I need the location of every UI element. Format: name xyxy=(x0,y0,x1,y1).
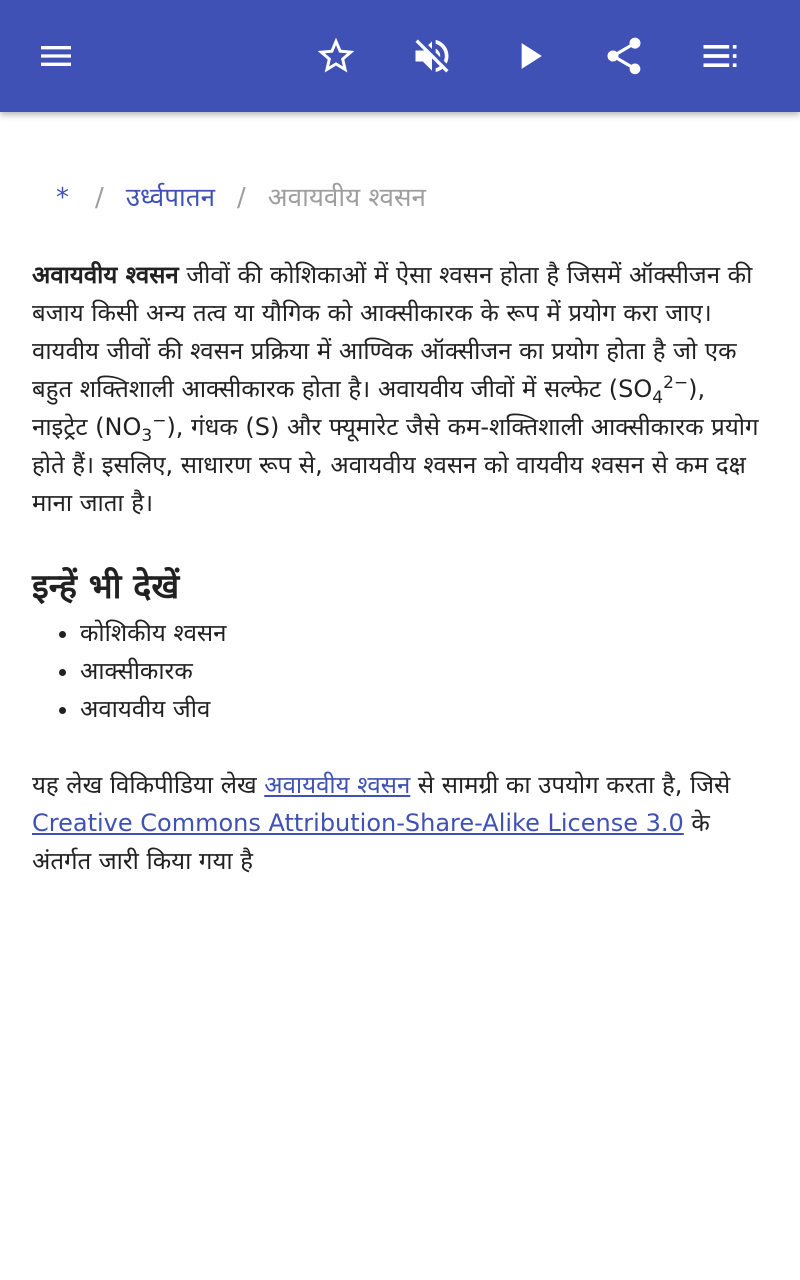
breadcrumb-current: अवायवीय श्वसन xyxy=(267,183,426,213)
menu-button[interactable] xyxy=(24,24,88,88)
see-also-heading: इन्हें भी देखें xyxy=(32,567,180,607)
paragraph-text-2: ), नाइट्रेट (NO xyxy=(32,375,706,441)
attribution-suffix: के अंतर्गत जारी किया गया है xyxy=(32,809,710,875)
breadcrumb xyxy=(52,178,426,218)
breadcrumb-parent[interactable]: उर्ध्वपातन xyxy=(125,183,215,213)
volume-off-icon xyxy=(410,34,454,78)
nitrate-subscript: 3 xyxy=(141,425,153,446)
play-button[interactable] xyxy=(497,24,561,88)
article-paragraph xyxy=(32,256,768,522)
attribution-middle: से सामग्री का उपयोग करता है, जिसे xyxy=(410,771,731,799)
play-icon xyxy=(507,34,551,78)
menu-icon xyxy=(36,36,76,76)
attribution-prefix: यह लेख विकिपीडिया लेख xyxy=(32,771,265,799)
nitrate-superscript: − xyxy=(152,411,167,431)
mute-button[interactable] xyxy=(400,24,464,88)
paragraph-text-3: ), गंधक (S) और फ्यूमारेट जैसे कम-शक्तिशाली आक्सीकारक प्रयोग होते हैं। इसलिए, साधारण रूप से, अवायवीय श्वसन को वायवीय श्वसन से कम दक्ष माना जाता है। xyxy=(32,413,759,517)
see-also-item[interactable]: • अवायवीय जीव xyxy=(80,690,768,728)
paragraph-text-1: जीवों की कोशिकाओं में ऐसा श्वसन होता है जिसमें ऑक्सीजन की बजाय किसी अन्य तत्व या यौगिक को आक्सीकारक के रूप में प्रयोग करा जाए। वायवीय जीवों की श्वसन प्रक्रिया में आण्विक ऑक्सीजन का प्रयोग होता है जो एक बहुत शक्तिशाली आक्सीकारक होता है। अवायवीय जीवों में सल्फेट (SO xyxy=(32,261,753,403)
playlist-icon xyxy=(698,34,742,78)
wikipedia-article-link[interactable]: अवायवीय श्वसन xyxy=(264,771,411,799)
breadcrumb-separator: / xyxy=(95,183,104,213)
see-also-item[interactable]: • आक्सीकारक xyxy=(80,652,768,690)
share-button[interactable] xyxy=(592,24,656,88)
sulfate-superscript: 2− xyxy=(663,373,689,393)
favorite-button[interactable] xyxy=(304,24,368,88)
attribution-text xyxy=(32,766,768,880)
contents-button[interactable] xyxy=(688,24,752,88)
article-term: अवायवीय श्वसन xyxy=(32,261,179,289)
article-body xyxy=(32,256,768,880)
breadcrumb-home[interactable]: * xyxy=(56,183,69,213)
sulfate-subscript: 4 xyxy=(652,387,664,408)
app-toolbar xyxy=(0,0,800,112)
star-outline-icon xyxy=(314,34,358,78)
share-icon xyxy=(602,34,646,78)
license-link[interactable]: Creative Commons Attribution-Share-Alike License 3.0 xyxy=(32,809,684,837)
breadcrumb-separator: / xyxy=(237,183,246,213)
see-also-list xyxy=(32,614,768,728)
see-also-item[interactable]: • कोशिकीय श्वसन xyxy=(80,614,768,652)
